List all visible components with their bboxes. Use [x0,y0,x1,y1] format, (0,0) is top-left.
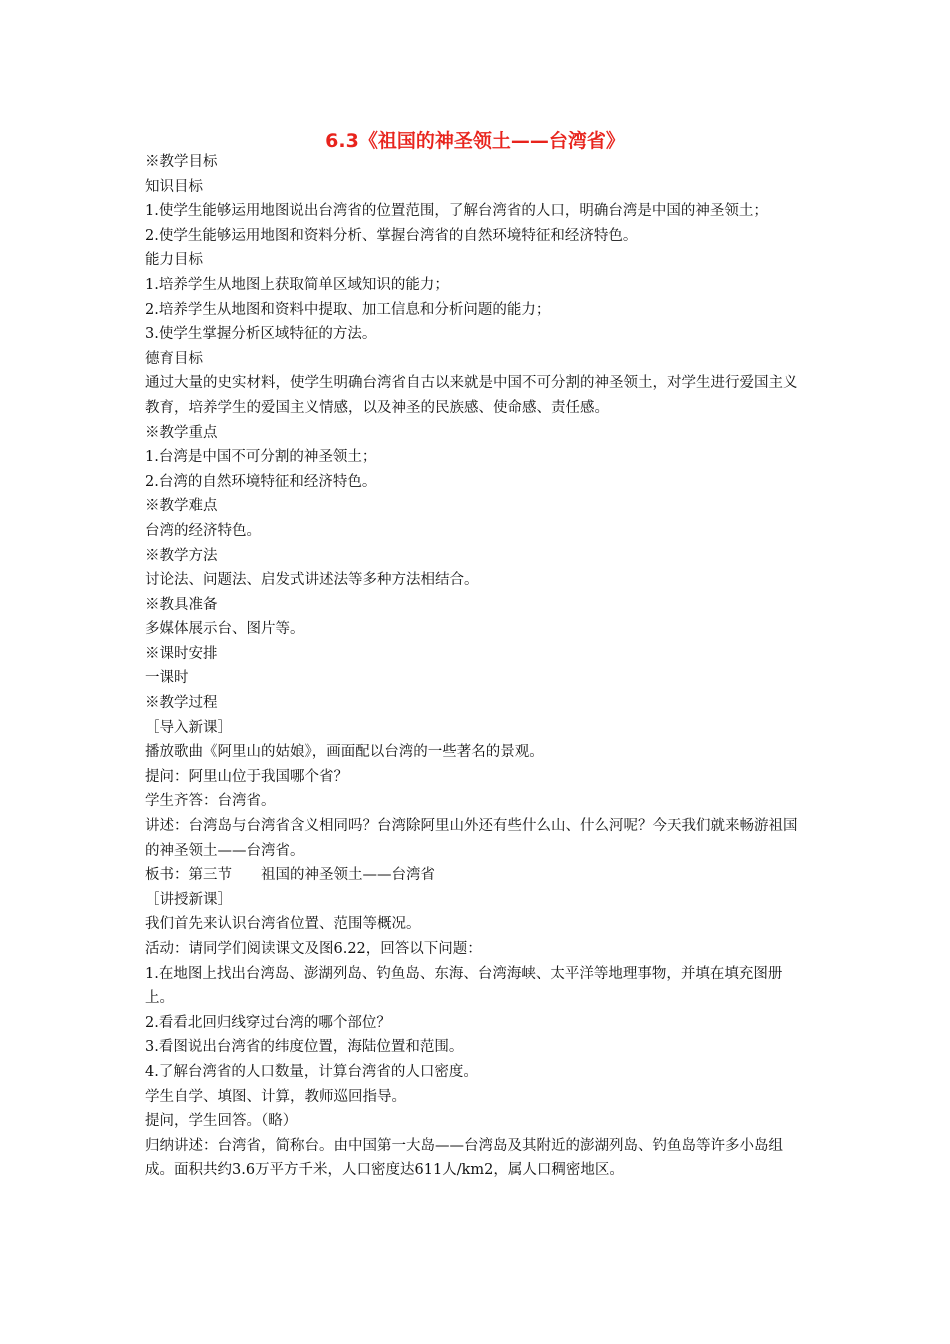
paragraph: 播放歌曲《阿里山的姑娘》，画面配以台湾的一些著名的景观。 [145,744,544,761]
paragraph: 台湾的经济特色。 [145,522,261,539]
paragraph: 2.使学生能够运用地图和资料分析、掌握台湾省的自然环境特征和经济特色。 [145,227,638,244]
paragraph: 提问，学生回答。（略） [145,1113,298,1130]
subheading: ［讲授新课］ [145,891,232,908]
section-heading: ※课时安排 [145,645,218,662]
paragraph: 通过大量的史实材料，使学生明确台湾省自古以来就是中国不可分割的神圣领土，对学生进行爱国主义教育，培养学生的爱国主义情感，以及神圣的民族感、使命感、责任感。 [145,375,798,416]
paragraph: 2.看看北回归线穿过台湾的哪个部位？ [145,1014,391,1031]
paragraph: 学生自学、填图、计算，教师巡回指导。 [145,1088,406,1105]
paragraph: 3.看图说出台湾省的纬度位置，海陆位置和范围。 [145,1039,464,1056]
section-heading: ※教学目标 [145,154,218,170]
paragraph: 提问：阿里山位于我国哪个省？ [145,768,348,785]
section-heading: ※教学难点 [145,498,218,515]
subheading: 能力目标 [145,252,203,269]
subheading: 知识目标 [145,178,203,195]
section-heading: ※教学重点 [145,424,218,441]
document-body [145,150,810,1183]
page-title: 6.3《祖国的神圣领土——台湾省》 [325,130,625,152]
paragraph: 2.台湾的自然环境特征和经济特色。 [145,473,377,490]
subheading: 德育目标 [145,350,203,367]
paragraph: 3.使学生掌握分析区域特征的方法。 [145,326,377,343]
paragraph: 1.使学生能够运用地图说出台湾省的位置范围，了解台湾省的人口，明确台湾是中国的神圣领土； [145,203,768,220]
paragraph: 活动：请同学们阅读课文及图6.22，回答以下问题： [145,941,482,957]
paragraph: 多媒体展示台、图片等。 [145,621,305,638]
paragraph: 1.培养学生从地图上获取简单区域知识的能力； [145,276,449,293]
paragraph: 学生齐答：台湾省。 [145,793,276,810]
paragraph: 归纳讲述：台湾省，简称台。由中国第一大岛——台湾岛及其附近的澎湖列岛、钓鱼岛等许多小岛组成。面积共约3.6万平方千米，人口密度达611人/km2，属人口稠密地区。 [145,1137,783,1179]
paragraph: 1.台湾是中国不可分割的神圣领土； [145,449,377,466]
section-heading: ※教学过程 [145,695,218,712]
paragraph: 板书：第三节 祖国的神圣领土——台湾省 [145,867,435,884]
section-heading: ※教具准备 [145,596,218,613]
section-heading: ※教学方法 [145,547,218,564]
paragraph: 讲述：台湾岛与台湾省含义相同吗？台湾除阿里山外还有些什么山、什么河呢？今天我们就来畅游祖国的神圣领土——台湾省。 [145,818,798,859]
paragraph: 一课时 [145,670,189,687]
subheading: ［导入新课］ [145,719,232,736]
paragraph: 2.培养学生从地图和资料中提取、加工信息和分析问题的能力； [145,301,551,318]
paragraph: 我们首先来认识台湾省位置、范围等概况。 [145,916,421,933]
paragraph: 讨论法、问题法、启发式讲述法等多种方法相结合。 [145,572,479,589]
paragraph: 4.了解台湾省的人口数量，计算台湾省的人口密度。 [145,1063,478,1080]
paragraph: 1.在地图上找出台湾岛、澎湖列岛、钓鱼岛、东海、台湾海峡、太平洋等地理事物，并填在填充图册上。 [145,965,783,1007]
